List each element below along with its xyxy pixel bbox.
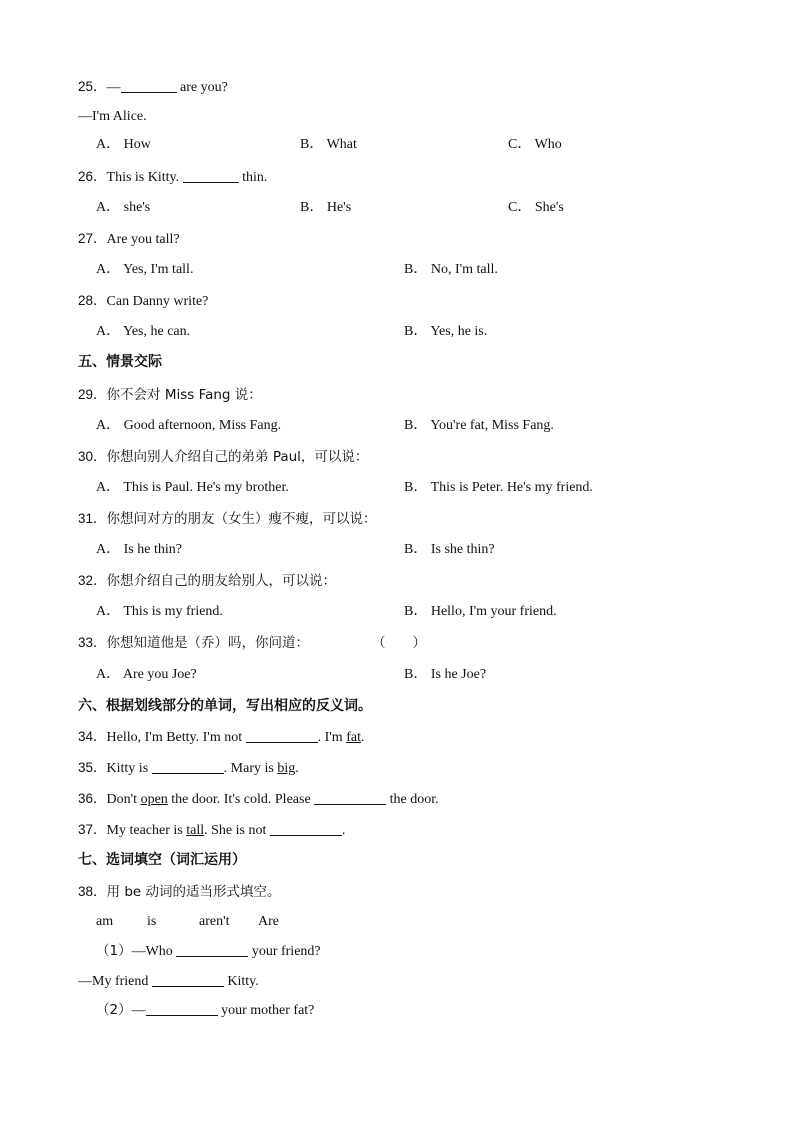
option-c[interactable]: C． She's xyxy=(508,200,564,215)
option-b[interactable]: B． What xyxy=(300,137,357,152)
underlined-word: tall xyxy=(186,823,205,838)
question-number: 33． xyxy=(78,635,107,650)
question-number: 34． xyxy=(78,729,107,744)
section-heading: 六、根据划线部分的单词，写出相应的反义词。 xyxy=(78,698,372,714)
option-a[interactable]: A． Good afternoon, Miss Fang. xyxy=(96,418,282,433)
option-b[interactable]: B． This is Peter. He's my friend. xyxy=(404,480,593,495)
underlined-word: big xyxy=(277,761,296,776)
q30-line: 30．你想向别人介绍自己的弟弟 Paul，可以说： xyxy=(78,449,369,465)
q25-line: 25．— are you? xyxy=(78,79,228,95)
answer-blank[interactable] xyxy=(246,728,318,743)
question-number: 32． xyxy=(78,573,107,588)
q38-line: 38．用 be 动词的适当形式填空。 xyxy=(78,884,281,900)
option-a[interactable]: A． Yes, he can. xyxy=(96,324,191,339)
option-b[interactable]: B． He's xyxy=(300,200,352,215)
answer-blank[interactable] xyxy=(146,1001,218,1016)
q36-line: 36．Don't open the door. It's cold. Please the door. xyxy=(78,791,439,807)
option-a[interactable]: A． Is he thin? xyxy=(96,542,182,557)
option-b[interactable]: B． Is he Joe? xyxy=(404,667,487,682)
option-b[interactable]: B． You're fat, Miss Fang. xyxy=(404,418,554,433)
q29-line: 29．你不会对 Miss Fang 说： xyxy=(78,387,262,403)
option-b[interactable]: B． Hello, I'm your friend. xyxy=(404,604,557,619)
underlined-word: fat xyxy=(346,730,361,745)
answer-blank[interactable] xyxy=(152,759,224,774)
q34-line: 34．Hello, I'm Betty. I'm not . I'm fat. xyxy=(78,729,365,745)
option-a[interactable]: A． This is my friend. xyxy=(96,604,223,619)
q37-line: 37．My teacher is tall. She is not . xyxy=(78,822,346,838)
word-bank-item: is xyxy=(147,914,157,929)
q38-part2: （2）— your mother fat? xyxy=(96,1002,315,1018)
section-heading: 五、情景交际 xyxy=(78,354,162,370)
q33-line: 33．你想知道他是（乔）吗，你问道： xyxy=(78,635,310,651)
option-a[interactable]: A． Yes, I'm tall. xyxy=(96,262,194,277)
answer-blank[interactable] xyxy=(270,821,342,836)
option-a[interactable]: A． Are you Joe? xyxy=(96,667,197,682)
underlined-word: open xyxy=(140,792,168,807)
question-number: 27． xyxy=(78,231,107,246)
q31-line: 31．你想问对方的朋友（女生）瘦不瘦，可以说： xyxy=(78,511,377,527)
section-heading: 七、选词填空（词汇运用） xyxy=(78,852,246,868)
option-c[interactable]: C． Who xyxy=(508,137,562,152)
answer-blank[interactable] xyxy=(121,78,177,93)
answer-blank[interactable] xyxy=(314,790,386,805)
question-number: 38． xyxy=(78,884,107,899)
question-number: 30． xyxy=(78,449,107,464)
answer-blank[interactable] xyxy=(183,168,239,183)
option-a[interactable]: A． How xyxy=(96,137,151,152)
option-a[interactable]: A． she's xyxy=(96,200,151,215)
answer-parentheses[interactable]: （ ） xyxy=(372,635,426,651)
question-number: 26． xyxy=(78,169,107,184)
question-number: 36． xyxy=(78,791,107,806)
option-a[interactable]: A． This is Paul. He's my brother. xyxy=(96,480,289,495)
question-number: 31． xyxy=(78,511,107,526)
word-bank-item: am xyxy=(96,914,114,929)
option-b[interactable]: B． Yes, he is. xyxy=(404,324,488,339)
word-bank-item: Are xyxy=(258,914,279,929)
question-number: 37． xyxy=(78,822,107,837)
q27-line: 27．Are you tall? xyxy=(78,231,180,247)
question-number: 35． xyxy=(78,760,107,775)
q26-line: 26．This is Kitty. thin. xyxy=(78,169,268,185)
answer-blank[interactable] xyxy=(152,972,224,987)
option-b[interactable]: B． Is she thin? xyxy=(404,542,495,557)
option-b[interactable]: B． No, I'm tall. xyxy=(404,262,498,277)
question-number: 29． xyxy=(78,387,107,402)
question-number: 28． xyxy=(78,293,107,308)
q25-reply: —I'm Alice. xyxy=(78,109,147,124)
question-number: 25． xyxy=(78,79,107,94)
q38-part1: （1）—Who your friend? xyxy=(96,943,321,959)
q28-line: 28．Can Danny write? xyxy=(78,293,209,309)
q38-part1-reply: —My friend Kitty. xyxy=(78,974,259,989)
q35-line: 35．Kitty is . Mary is big. xyxy=(78,760,299,776)
q32-line: 32．你想介绍自己的朋友给别人，可以说： xyxy=(78,573,337,589)
word-bank-item: aren't xyxy=(199,914,230,929)
answer-blank[interactable] xyxy=(176,942,248,957)
